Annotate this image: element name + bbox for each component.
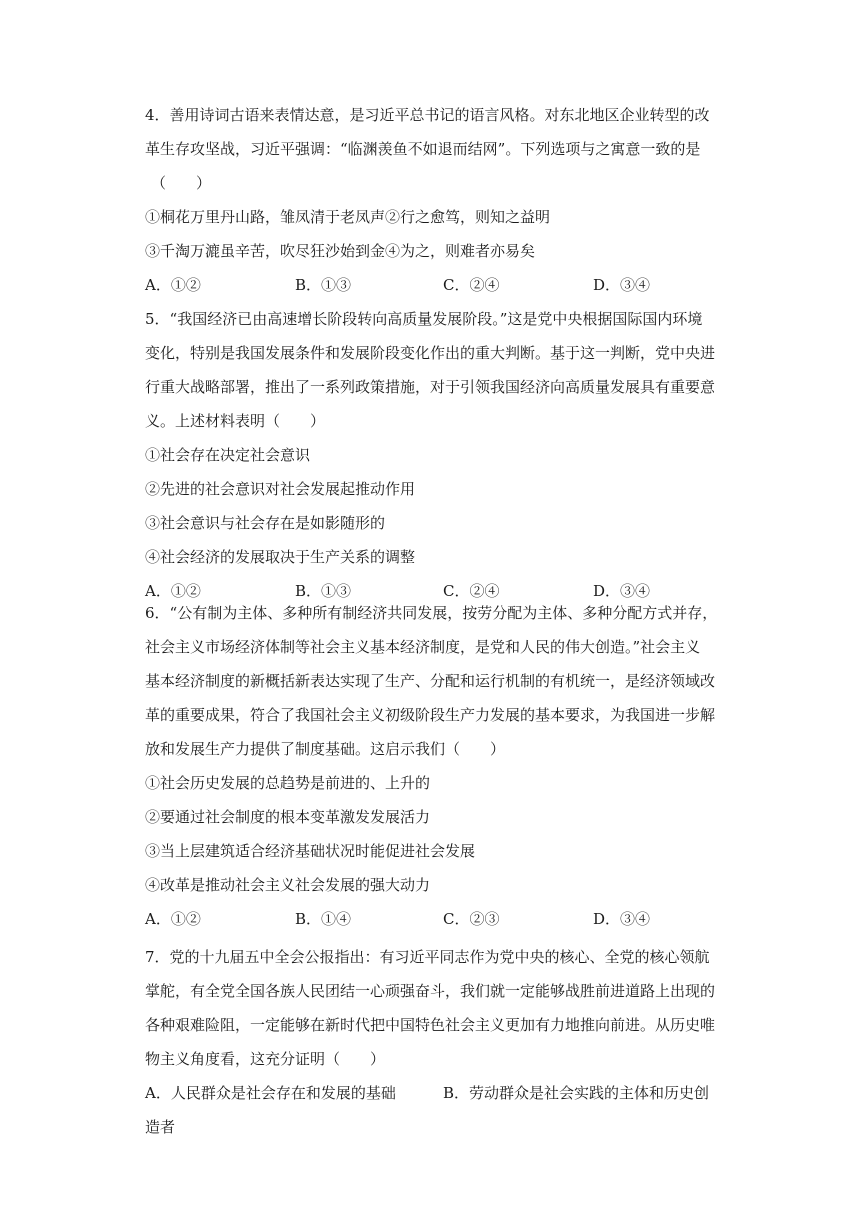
question-stem-line: 革的重要成果，符合了我国社会主义初级阶段生产力发展的基本要求，为我国进一步解 [145, 706, 716, 724]
question-stem-line: 各种艰难险阻，一定能够在新时代把中国特色社会主义更加有力地推向前进。从历史唯 [145, 1016, 716, 1034]
question-stem-line: 社会主义市场经济体制等社会主义基本经济制度，是党和人民的伟大创造。”社会主义 [145, 638, 701, 656]
question-stem-line: 革生存攻坚战，习近平强调：“临渊羡鱼不如退而结网”。下列选项与之寓意一致的是 [145, 140, 701, 158]
question-stem-line: 放和发展生产力提供了制度基础。这启示我们（ ） [145, 740, 506, 758]
question-stem-line: 4．善用诗词古语来表情达意，是习近平总书记的语言风格。对东北地区企业转型的改 [145, 106, 710, 124]
choice-b-continuation: 造者 [145, 1118, 176, 1136]
question-stem-line: 基本经济制度的新概括新表达实现了生产、分配和运行机制的有机统一，是经济领域改 [145, 672, 716, 690]
statement-1: ①社会历史发展的总趋势是前进的、上升的 [145, 774, 431, 792]
answer-choices [145, 902, 725, 936]
choice-c[interactable]: C．②④ [443, 276, 500, 294]
answer-choices [145, 1076, 725, 1110]
choice-b[interactable]: B．①④ [295, 910, 352, 928]
question-stem-line: 变化，特别是我国发展条件和发展阶段变化作出的重大判断。基于这一判断，党中央进 [145, 344, 716, 362]
choice-a[interactable]: A．①② [145, 910, 201, 928]
statement-pair: ①桐花万里丹山路，雏凤清于老凤声②行之愈笃，则知之益明 [145, 208, 551, 226]
choice-b[interactable]: B．①③ [295, 582, 352, 600]
question-4 [145, 98, 725, 302]
statement-3: ③社会意识与社会存在是如影随形的 [145, 514, 386, 532]
question-6 [145, 596, 725, 936]
choice-d[interactable]: D．③④ [593, 276, 651, 294]
question-7 [145, 940, 725, 1144]
statement-pair: ③千淘万漉虽辛苦，吹尽狂沙始到金④为之，则难者亦易矣 [145, 242, 536, 260]
choice-c[interactable]: C．②③ [443, 910, 500, 928]
question-stem-line: 掌舵，有全党全国各族人民团结一心顽强奋斗，我们就一定能够战胜前进道路上出现的 [145, 982, 716, 1000]
statement-4: ④社会经济的发展取决于生产关系的调整 [145, 548, 416, 566]
choice-a[interactable]: A．人民群众是社会存在和发展的基础 [145, 1084, 396, 1102]
choice-a[interactable]: A．①② [145, 582, 201, 600]
question-stem-line: 义。上述材料表明（ ） [145, 412, 326, 430]
statement-3: ③当上层建筑适合经济基础状况时能促进社会发展 [145, 842, 476, 860]
choice-d[interactable]: D．③④ [593, 910, 651, 928]
choice-c[interactable]: C．②④ [443, 582, 500, 600]
statement-1: ①社会存在决定社会意识 [145, 446, 311, 464]
question-5 [145, 302, 725, 608]
question-stem-line: 5．“我国经济已由高速增长阶段转向高质量发展阶段。”这是党中央根据国际国内环境 [145, 310, 703, 328]
question-stem-line: 行重大战略部署，推出了一系列政策措施，对于引领我国经济向高质量发展具有重要意 [145, 378, 716, 396]
choice-a[interactable]: A．①② [145, 276, 201, 294]
answer-choices [145, 268, 725, 302]
statement-4: ④改革是推动社会主义社会发展的强大动力 [145, 876, 431, 894]
answer-parenthesis: （ ） [151, 174, 212, 192]
statement-2: ②先进的社会意识对社会发展起推动作用 [145, 480, 416, 498]
choice-b[interactable]: B．①③ [295, 276, 352, 294]
statement-2: ②要通过社会制度的根本变革激发发展活力 [145, 808, 431, 826]
question-stem-line: 6．“公有制为主体、多种所有制经济共同发展，按劳分配为主体、多种分配方式并存， [145, 604, 718, 622]
choice-b[interactable]: B．劳动群众是社会实践的主体和历史创 [443, 1084, 710, 1102]
question-stem-line: 7．党的十九届五中全会公报指出：有习近平同志作为党中央的核心、全党的核心领航 [145, 948, 710, 966]
question-stem-line: 物主义角度看，这充分证明（ ） [145, 1050, 386, 1068]
choice-d[interactable]: D．③④ [593, 582, 651, 600]
